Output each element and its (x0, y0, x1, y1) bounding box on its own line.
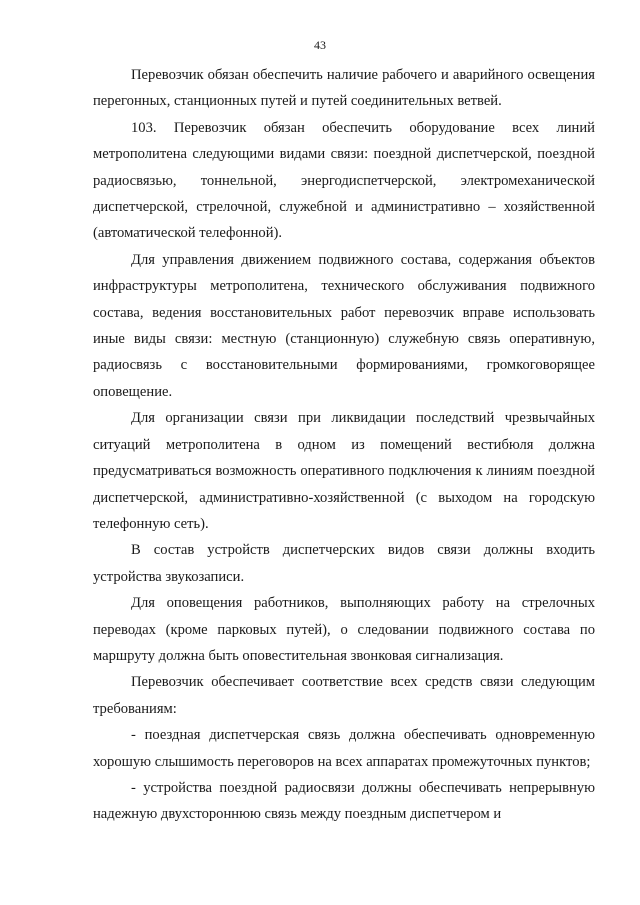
list-item-dispatcher-communication: - поездная диспетчерская связь должна обеспечивать одновременную хорошую слышимость переговоров на всех аппаратах промежуточных пунктов; (93, 727, 595, 770)
paragraph-requirements-intro: Перевозчик обеспечивает соответствие всех средств связи следующим требованиям: (93, 674, 595, 717)
document-body (93, 62, 595, 828)
paragraph-lighting: Перевозчик обязан обеспечить наличие рабочего и аварийного освещения перегонных, станционных путей и путей соединительных ветвей. (93, 67, 595, 110)
paragraph-other-communication: Для управления движением подвижного состава, содержания объектов инфраструктуры метрополитена, технического обслуживания подвижного состава, ведения восстановительных работ перевозчик вправе использовать иные виды связи: местную (станционную) служебную связь оперативную, радиосвязь с восстановительными формированиями, громкоговорящее оповещение. (93, 251, 595, 400)
list-item-train-radio: - устройства поездной радиосвязи должны обеспечивать непрерывную надежную двухстороннюю связь между поездным диспетчером и (93, 779, 595, 823)
paragraph-switch-signaling: Для оповещения работников, выполняющих работу на стрелочных переводах (кроме парковых путей), о следовании подвижного состава по маршруту должна быть оповестительная звонковая сигнализация. (93, 595, 595, 664)
paragraph-emergency-communication: Для организации связи при ликвидации последствий чрезвычайных ситуаций метрополитена в одном из помещений вестибюля должна предусматриваться возможность оперативного подключения к линиям поездной диспетчерской, административно-хозяйственной (с выходом на городскую телефонную сеть). (93, 410, 595, 532)
page-number: 43 (314, 38, 326, 52)
paragraph-103-communication-types: 103. Перевозчик обязан обеспечить оборудование всех линий метрополитена следующими видами связи: поездной диспетчерской, поездной радиосвязью, тоннельной, энергодиспетчерской, электромеханической диспетчерской, стрелочной, служебной и административно – хозяйственной (автоматической телефонной). (93, 119, 595, 242)
paragraph-sound-recording: В состав устройств диспетчерских видов связи должны входить устройства звукозаписи. (93, 542, 595, 585)
